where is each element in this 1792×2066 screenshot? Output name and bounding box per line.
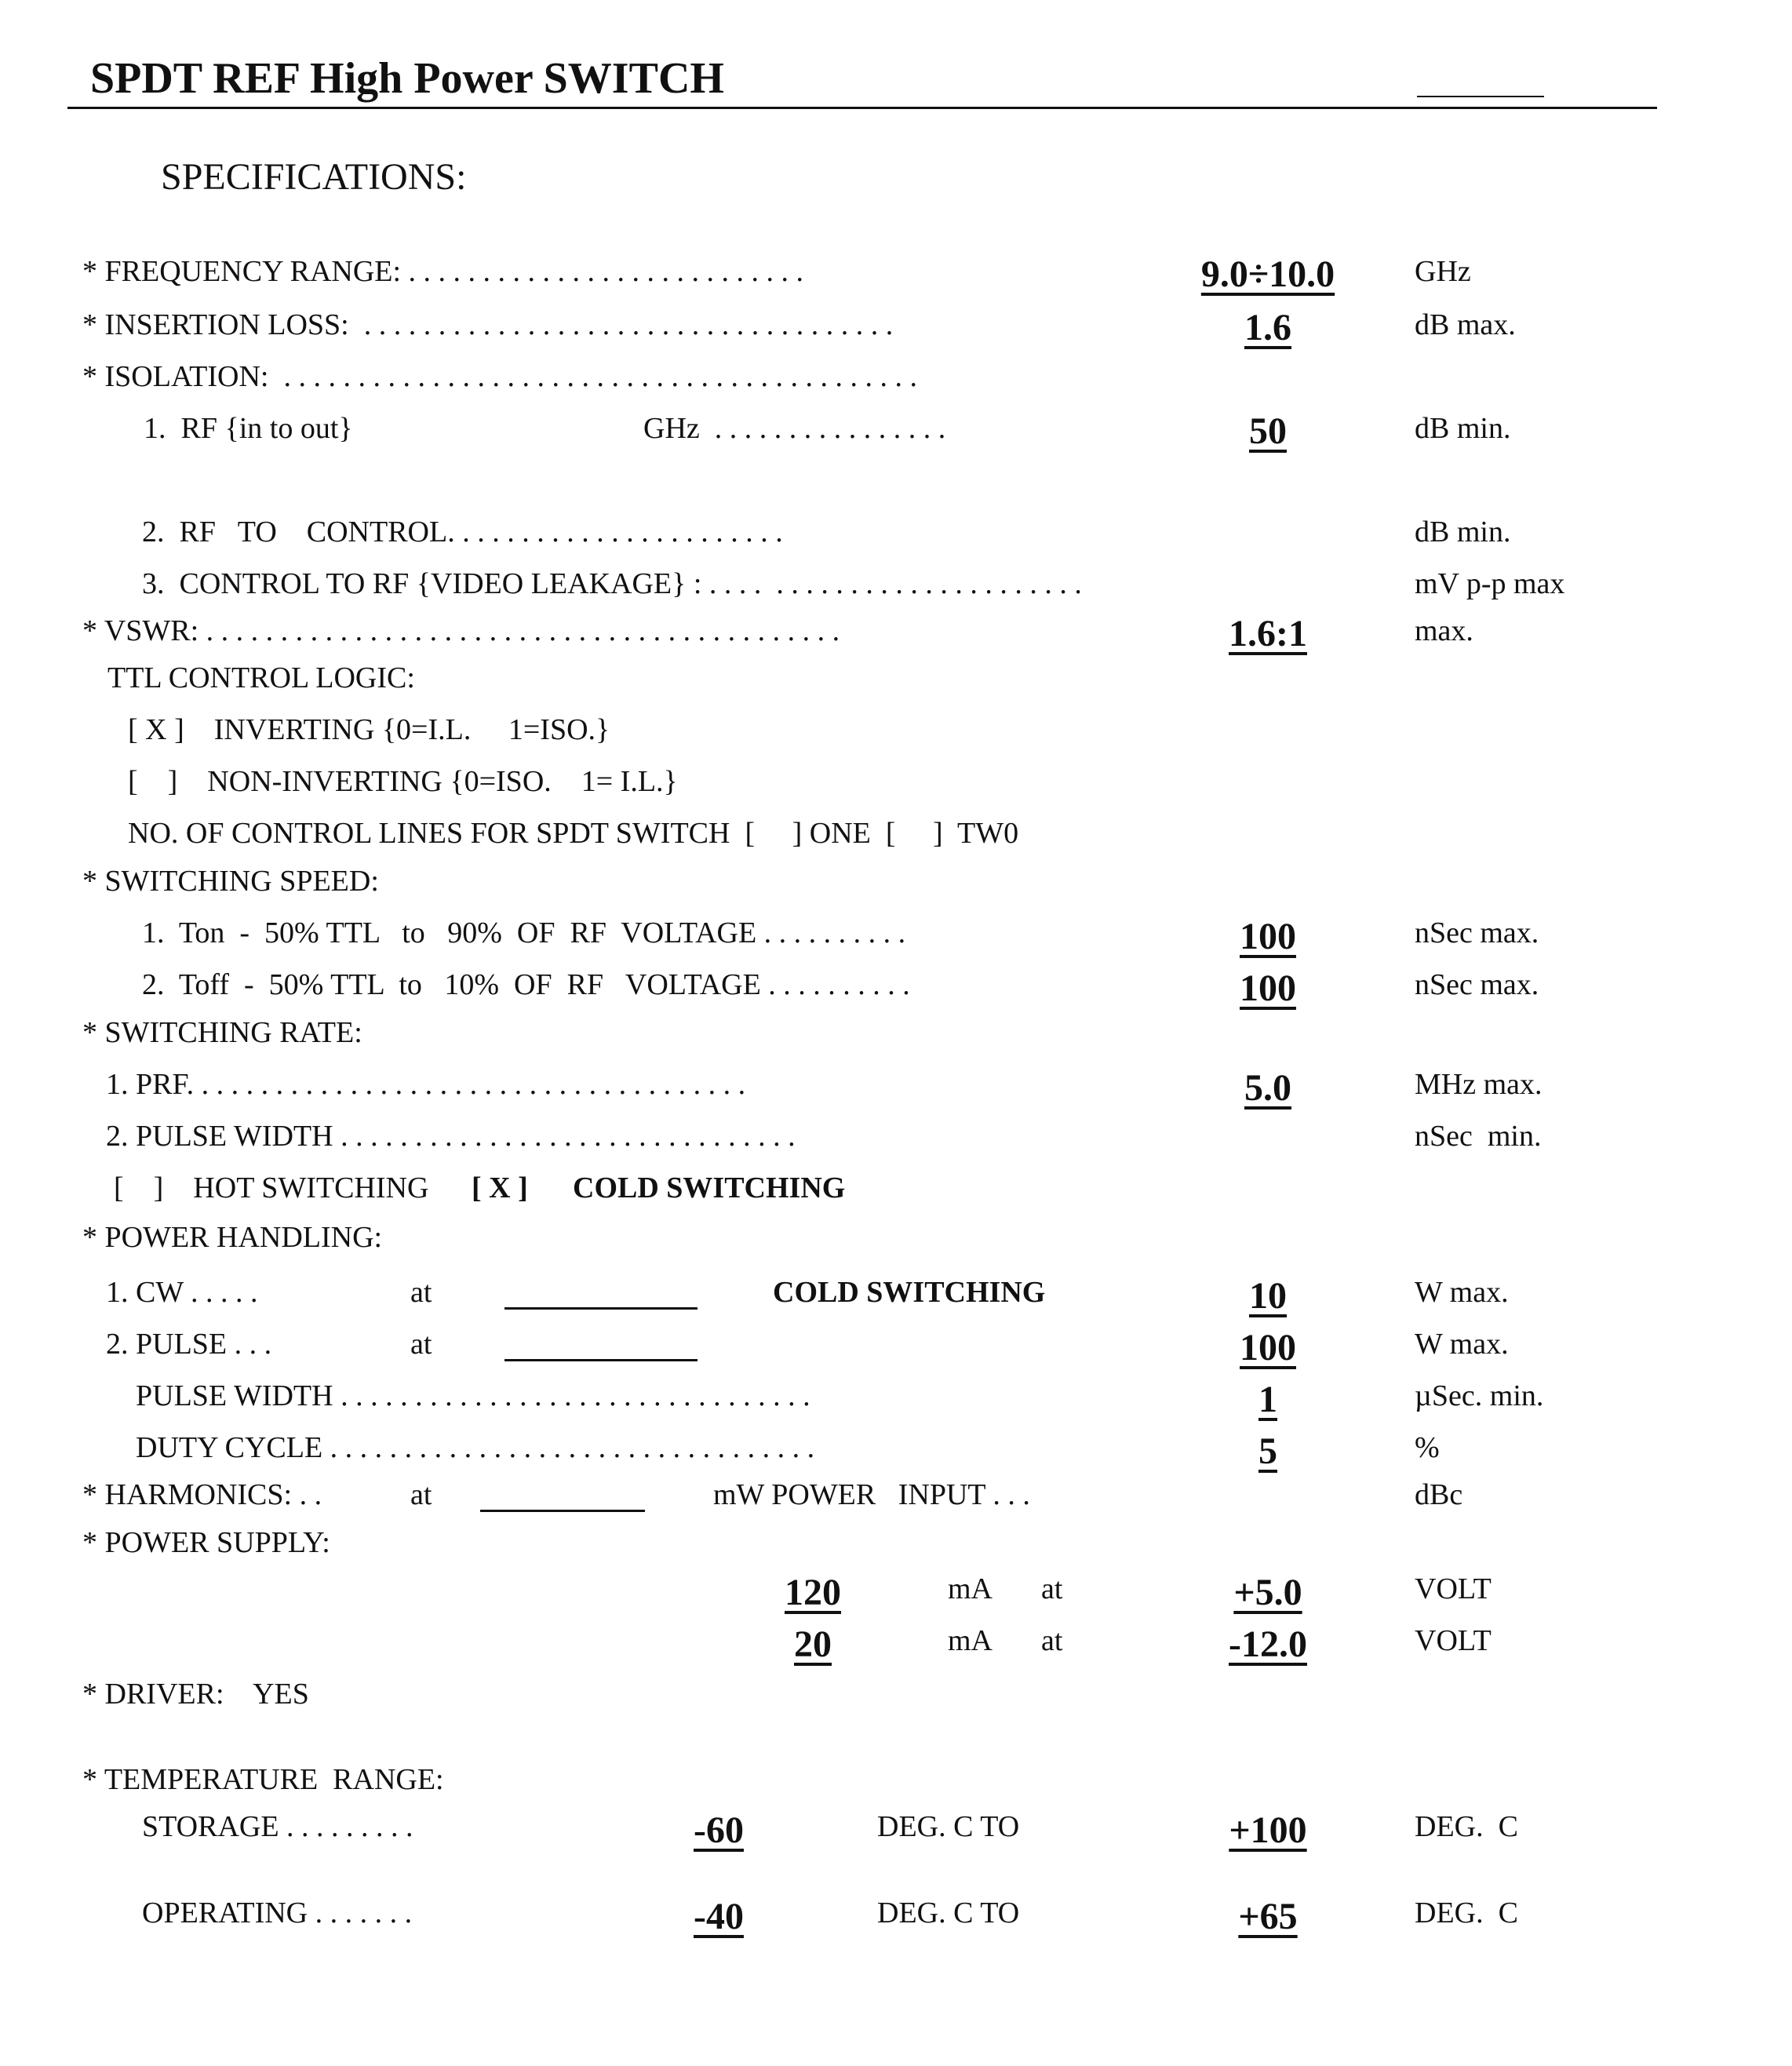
isolation-rf-value: 50	[1249, 410, 1287, 452]
pulse-width-label: 2. PULSE WIDTH . . . . . . . . . . . . . . . . . . . . . . . . . . . . . . .	[106, 1120, 796, 1153]
operating-unit: DEG. C	[1415, 1897, 1518, 1929]
power-pulse-width-value: 1	[1258, 1379, 1277, 1420]
supply2-unit: VOLT	[1415, 1624, 1492, 1657]
cw-value: 10	[1249, 1275, 1287, 1317]
pulse-at: at	[410, 1328, 432, 1361]
vswr-label: * VSWR: . . . . . . . . . . . . . . . . . . . . . . . . . . . . . . . . . . . . . . . . . . .	[82, 614, 840, 647]
prf-value: 5.0	[1244, 1067, 1291, 1109]
isolation-rf-unit: dB min.	[1415, 412, 1511, 445]
header-rule	[67, 107, 1657, 109]
switching-speed-label: * SWITCHING SPEED:	[82, 865, 379, 898]
ttl-logic-label: TTL CONTROL LOGIC:	[107, 661, 415, 694]
control-lines-label: NO. OF CONTROL LINES FOR SPDT SWITCH [ ] ONE [ ] TW0	[128, 817, 1019, 850]
vswr-unit: max.	[1415, 614, 1473, 647]
isolation-control-label: 2. RF TO CONTROL. . . . . . . . . . . . . . . . . . . . . . .	[142, 516, 783, 548]
supply1-current: 120	[785, 1572, 841, 1613]
non-inverting-option: [ ] NON-INVERTING {0=ISO. 1= I.L.}	[128, 765, 678, 798]
duty-cycle-unit: %	[1415, 1431, 1440, 1464]
supply2-voltage: -12.0	[1229, 1623, 1307, 1665]
pulse-blank-line	[504, 1359, 697, 1361]
storage-max: +100	[1229, 1809, 1307, 1851]
cold-switching-check: [ X ]	[472, 1171, 528, 1204]
frequency-range-unit: GHz	[1415, 255, 1471, 288]
video-leakage-unit: mV p-p max	[1415, 567, 1565, 600]
cold-switching-option: COLD SWITCHING	[573, 1171, 846, 1204]
switching-rate-label: * SWITCHING RATE:	[82, 1016, 362, 1049]
harmonics-label: * HARMONICS: . .	[82, 1478, 322, 1511]
cw-label: 1. CW . . . . .	[106, 1276, 258, 1309]
duty-cycle-label: DUTY CYCLE . . . . . . . . . . . . . . . . . . . . . . . . . . . . . . . . .	[136, 1431, 815, 1464]
prf-unit: MHz max.	[1415, 1068, 1543, 1101]
temperature-range-label: * TEMPERATURE RANGE:	[82, 1763, 444, 1796]
supply1-at: at	[1041, 1572, 1063, 1605]
pulse-value: 100	[1240, 1327, 1296, 1368]
isolation-rf-ghz: GHz . . . . . . . . . . . . . . . .	[643, 412, 946, 445]
storage-unit: DEG. C	[1415, 1810, 1518, 1843]
frequency-range-value: 9.0÷10.0	[1200, 253, 1335, 295]
harmonics-input: mW POWER INPUT . . .	[713, 1478, 1030, 1511]
isolation-label: * ISOLATION: . . . . . . . . . . . . . . . . . . . . . . . . . . . . . . . . . . . . . . . . . . .	[82, 360, 917, 393]
duty-cycle-value: 5	[1258, 1430, 1277, 1472]
storage-label: STORAGE . . . . . . . . .	[142, 1810, 413, 1843]
video-leakage-label: 3. CONTROL TO RF {VIDEO LEAKAGE} : . . . . . . . . . . . . . . . . . . . . . . . . .	[142, 567, 1082, 600]
pulse-width-unit: nSec min.	[1415, 1120, 1542, 1153]
inverting-option: [ X ] INVERTING {0=I.L. 1=ISO.}	[128, 713, 610, 746]
storage-to: DEG. C TO	[877, 1810, 1020, 1843]
cw-at: at	[410, 1276, 432, 1309]
supply1-voltage: +5.0	[1233, 1572, 1302, 1613]
supply2-current: 20	[794, 1623, 832, 1665]
driver-label: * DRIVER: YES	[82, 1678, 309, 1711]
ton-label: 1. Ton - 50% TTL to 90% OF RF VOLTAGE . . . . . . . . . .	[142, 916, 906, 949]
toff-label: 2. Toff - 50% TTL to 10% OF RF VOLTAGE . . . . . . . . . .	[142, 968, 910, 1001]
ton-unit: nSec max.	[1415, 916, 1539, 949]
insertion-loss-value: 1.6	[1244, 307, 1291, 348]
toff-unit: nSec max.	[1415, 968, 1539, 1001]
harmonics-blank-line	[480, 1510, 645, 1512]
supply1-ma: mA	[948, 1572, 993, 1605]
cw-blank-line	[504, 1307, 697, 1310]
prf-label: 1. PRF. . . . . . . . . . . . . . . . . . . . . . . . . . . . . . . . . . . . . .	[106, 1068, 746, 1101]
cw-unit: W max.	[1415, 1276, 1509, 1309]
cw-note: COLD SWITCHING	[773, 1276, 1046, 1309]
isolation-rf-label: 1. RF {in to out}	[144, 412, 353, 445]
section-title: SPECIFICATIONS:	[161, 156, 467, 198]
power-supply-label: * POWER SUPPLY:	[82, 1526, 330, 1559]
harmonics-at: at	[410, 1478, 432, 1511]
operating-label: OPERATING . . . . . . .	[142, 1897, 413, 1929]
pulse-unit: W max.	[1415, 1328, 1509, 1361]
supply2-at: at	[1041, 1624, 1063, 1657]
supply2-ma: mA	[948, 1624, 993, 1657]
power-pulse-width-unit: µSec. min.	[1415, 1379, 1544, 1412]
harmonics-unit: dBc	[1415, 1478, 1463, 1511]
page-title: SPDT REF High Power SWITCH	[90, 54, 724, 103]
power-pulse-width-label: PULSE WIDTH . . . . . . . . . . . . . . . . . . . . . . . . . . . . . . . .	[136, 1379, 810, 1412]
insertion-loss-unit: dB max.	[1415, 308, 1516, 341]
storage-min: -60	[694, 1809, 744, 1851]
supply1-unit: VOLT	[1415, 1572, 1492, 1605]
power-handling-label: * POWER HANDLING:	[82, 1221, 383, 1254]
toff-value: 100	[1240, 967, 1296, 1009]
ton-value: 100	[1240, 916, 1296, 957]
insertion-loss-label: * INSERTION LOSS: . . . . . . . . . . . . . . . . . . . . . . . . . . . . . . . . . . . .	[82, 308, 894, 341]
operating-to: DEG. C TO	[877, 1897, 1020, 1929]
pulse-label: 2. PULSE . . .	[106, 1328, 272, 1361]
frequency-range-label: * FREQUENCY RANGE: . . . . . . . . . . . . . . . . . . . . . . . . . . .	[82, 255, 804, 288]
signature-line	[1417, 96, 1544, 97]
operating-max: +65	[1238, 1896, 1298, 1937]
isolation-control-unit: dB min.	[1415, 516, 1511, 548]
vswr-value: 1.6:1	[1229, 613, 1307, 654]
hot-switching-option: [ ] HOT SWITCHING	[114, 1171, 429, 1204]
operating-min: -40	[694, 1896, 744, 1937]
